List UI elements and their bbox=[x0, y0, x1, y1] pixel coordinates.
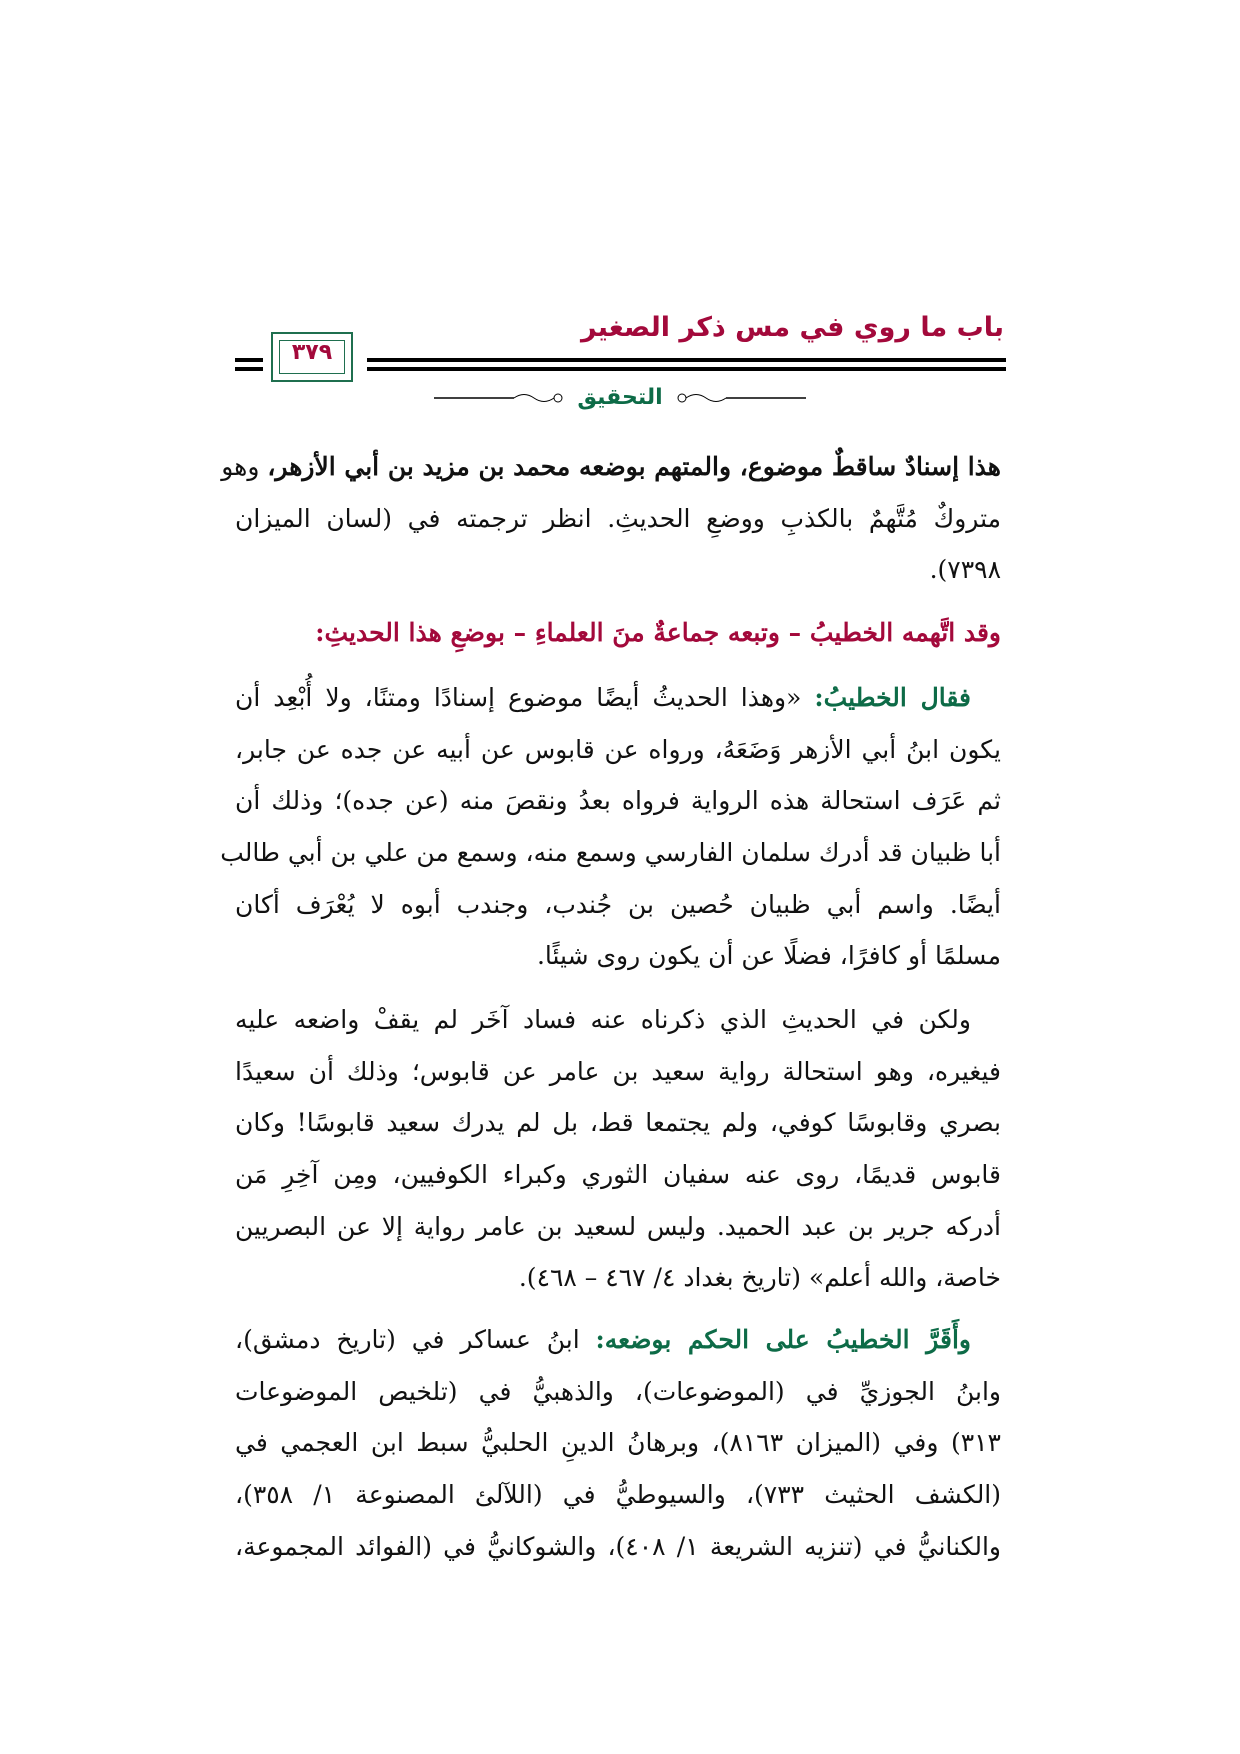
paragraph-1 bbox=[221, 441, 1001, 596]
chapter-title: باب ما روي في مس ذكر الصغير bbox=[580, 312, 1004, 343]
section-heading bbox=[235, 607, 1001, 659]
header-rule-left-top bbox=[235, 358, 263, 362]
text-line: مسلمًا أو كافرًا، فضلًا عن أن يكون روى شيئًا. bbox=[536, 941, 1001, 971]
text-line: ٧٣٩٨). bbox=[929, 555, 1001, 585]
section-divider bbox=[0, 385, 1240, 410]
header-rule-bottom bbox=[367, 367, 1006, 371]
text-line: ٣١٣) وفي (الميزان ٨١٦٣)، وبرهانُ الدينِ الحلبيُّ سبط ابن العجمي في bbox=[235, 1428, 1001, 1458]
text-line: وابنُ الجوزيِّ في (الموضوعات)، والذهبيُّ في (تلخيص الموضوعات bbox=[235, 1376, 1001, 1406]
page-number-frame bbox=[271, 332, 353, 382]
paragraph-2 bbox=[220, 672, 1001, 982]
text-line bbox=[235, 1314, 1001, 1366]
lead-text: فقال الخطيبُ: bbox=[814, 683, 971, 712]
ornament-left-icon bbox=[434, 391, 564, 405]
header-rule-left-bottom bbox=[235, 367, 263, 371]
text-line bbox=[221, 441, 1001, 493]
lead-text: وأَقَرَّ الخطيبُ على الحكم بوضعه: bbox=[595, 1325, 971, 1354]
text-line: (الكشف الحثيث ٧٣٣)، والسيوطيُّ في (اللآلئ المصنوعة ١/ ٣٥٨)، bbox=[235, 1480, 1002, 1510]
text-line: قابوس قديمًا، روى عنه سفيان الثوري وكبراء الكوفيين، ومِن آخِرِ مَن bbox=[235, 1160, 1001, 1190]
text-line: ولكن في الحديثِ الذي ذكرناه عنه فساد آخَر لم يقفْ واضعه عليه bbox=[235, 1005, 971, 1034]
text-line: والكنانيُّ في (تنزيه الشريعة ١/ ٤٠٨)، والشوكانيُّ في (الفوائد المجموعة، bbox=[235, 1531, 1002, 1561]
paragraph-4 bbox=[235, 1314, 1001, 1572]
section-label: التحقيق bbox=[577, 385, 663, 410]
text-line: بصري وقابوسًا كوفي، ولم يجتمعا قط، بل لم يدرك سعيد قابوسًا! وكان bbox=[235, 1108, 1001, 1138]
text-line: فيغيره، وهو استحالة رواية سعيد بن عامر عن قابوس؛ وذلك أن سعيدًا bbox=[235, 1056, 1001, 1086]
text: «وهذا الحديثُ أيضًا موضوع إسنادًا ومتنًا، ولا أُبْعِد أن bbox=[235, 683, 815, 712]
ornament-right-icon bbox=[676, 391, 806, 405]
heading-text: وقد اتَّهمه الخطيبُ – وتبعه جماعةٌ منَ العلماءِ – بوضعِ هذا الحديثِ: bbox=[315, 618, 1001, 647]
text-line: خاصة، والله أعلم» (تاريخ بغداد ٤/ ٤٦٧ – ٤٦٨). bbox=[518, 1263, 1001, 1293]
text: وهو bbox=[221, 452, 268, 481]
paragraph-3 bbox=[235, 994, 1001, 1304]
text-line: أبا ظبيان قد أدرك سلمان الفارسي وسمع منه، وسمع من علي بن أبي طالب bbox=[220, 838, 1001, 868]
text-line: ثم عَرَف استحالة هذه الرواية فرواه بعدُ ونقصَ منه (عن جده)؛ وذلك أن bbox=[235, 786, 1001, 816]
bold-text: هذا إسنادٌ ساقطٌ موضوع، والمتهم بوضعه محمد بن مزيد بن أبي الأزهر، bbox=[267, 452, 1001, 481]
text-line: أدركه جرير بن عبد الحميد. وليس لسعيد بن عامر رواية إلا عن البصريين bbox=[235, 1211, 1001, 1241]
text-line: متروكٌ مُتَّهمٌ بالكذبِ ووضعِ الحديثِ. انظر ترجمته في (لسان الميزان bbox=[235, 503, 1001, 533]
text-line: أيضًا. واسم أبي ظبيان حُصين بن جُندب، وجندب أبوه لا يُعْرَف أكان bbox=[235, 889, 1001, 919]
page-number: ٣٧٩ bbox=[291, 340, 333, 365]
text-line: يكون ابنُ أبي الأزهر وَضَعَهُ، ورواه عن قابوس عن أبيه عن جده عن جابر، bbox=[235, 734, 1001, 764]
text-line bbox=[235, 672, 1001, 724]
header-rule-top bbox=[367, 358, 1006, 362]
text: ابنُ عساكر في (تاريخ دمشق)، bbox=[235, 1325, 596, 1354]
